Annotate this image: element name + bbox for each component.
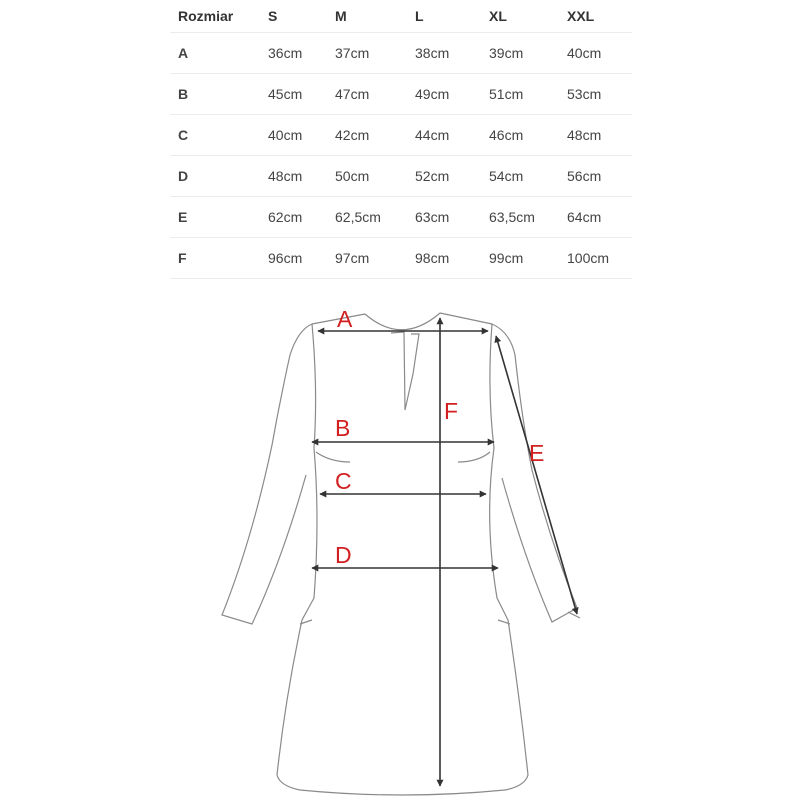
table-cell: 38cm [407, 33, 481, 74]
table-row [170, 115, 632, 156]
right-sleeve [440, 313, 577, 622]
header-l: L [407, 0, 481, 33]
row-label: F [170, 238, 260, 279]
measure-e-line [496, 336, 577, 614]
table-cell: 39cm [481, 33, 559, 74]
right-cuff [568, 612, 580, 618]
table-row [170, 238, 632, 279]
label-e: E [529, 440, 545, 466]
table-cell: 40cm [260, 115, 327, 156]
table-cell: 64cm [559, 197, 632, 238]
table-cell: 56cm [559, 156, 632, 197]
header-size: Rozmiar [170, 0, 260, 33]
table-cell: 50cm [327, 156, 407, 197]
table-row [170, 74, 632, 115]
header-m: M [327, 0, 407, 33]
neckline [365, 313, 440, 330]
label-d: D [335, 542, 352, 568]
table-cell: 96cm [260, 238, 327, 279]
label-b: B [335, 415, 351, 441]
table-cell: 54cm [481, 156, 559, 197]
table-cell: 36cm [260, 33, 327, 74]
left-dart [316, 452, 350, 462]
table-cell: 62cm [260, 197, 327, 238]
table-cell: 44cm [407, 115, 481, 156]
table-cell: 51cm [481, 74, 559, 115]
table-cell: 63cm [407, 197, 481, 238]
table-header-row [170, 0, 632, 33]
table-cell: 98cm [407, 238, 481, 279]
label-a: A [337, 306, 353, 332]
table-cell: 40cm [559, 33, 632, 74]
table-cell: 52cm [407, 156, 481, 197]
dress-measurement-diagram [0, 290, 800, 800]
row-label: C [170, 115, 260, 156]
table-cell: 100cm [559, 238, 632, 279]
table-row [170, 33, 632, 74]
table-cell: 37cm [327, 33, 407, 74]
placket [391, 332, 419, 410]
table-cell: 45cm [260, 74, 327, 115]
row-label: A [170, 33, 260, 74]
table-row [170, 156, 632, 197]
label-f: F [444, 398, 459, 424]
size-table [170, 0, 632, 279]
table-cell: 46cm [481, 115, 559, 156]
row-label: B [170, 74, 260, 115]
table-cell: 47cm [327, 74, 407, 115]
right-dart [458, 452, 490, 462]
table-cell: 62,5cm [327, 197, 407, 238]
left-body-side [277, 324, 317, 790]
header-s: S [260, 0, 327, 33]
row-label: D [170, 156, 260, 197]
dress-outline [222, 313, 580, 795]
table-cell: 42cm [327, 115, 407, 156]
row-label: E [170, 197, 260, 238]
table-row [170, 197, 632, 238]
header-xxl: XXL [559, 0, 632, 33]
label-c: C [335, 468, 352, 494]
table-cell: 48cm [260, 156, 327, 197]
hem [300, 790, 505, 795]
table-cell: 49cm [407, 74, 481, 115]
table-cell: 97cm [327, 238, 407, 279]
table-cell: 63,5cm [481, 197, 559, 238]
table-cell: 53cm [559, 74, 632, 115]
table-cell: 99cm [481, 238, 559, 279]
table-cell: 48cm [559, 115, 632, 156]
right-body-side [490, 324, 528, 790]
header-xl: XL [481, 0, 559, 33]
measurement-lines [312, 318, 577, 786]
